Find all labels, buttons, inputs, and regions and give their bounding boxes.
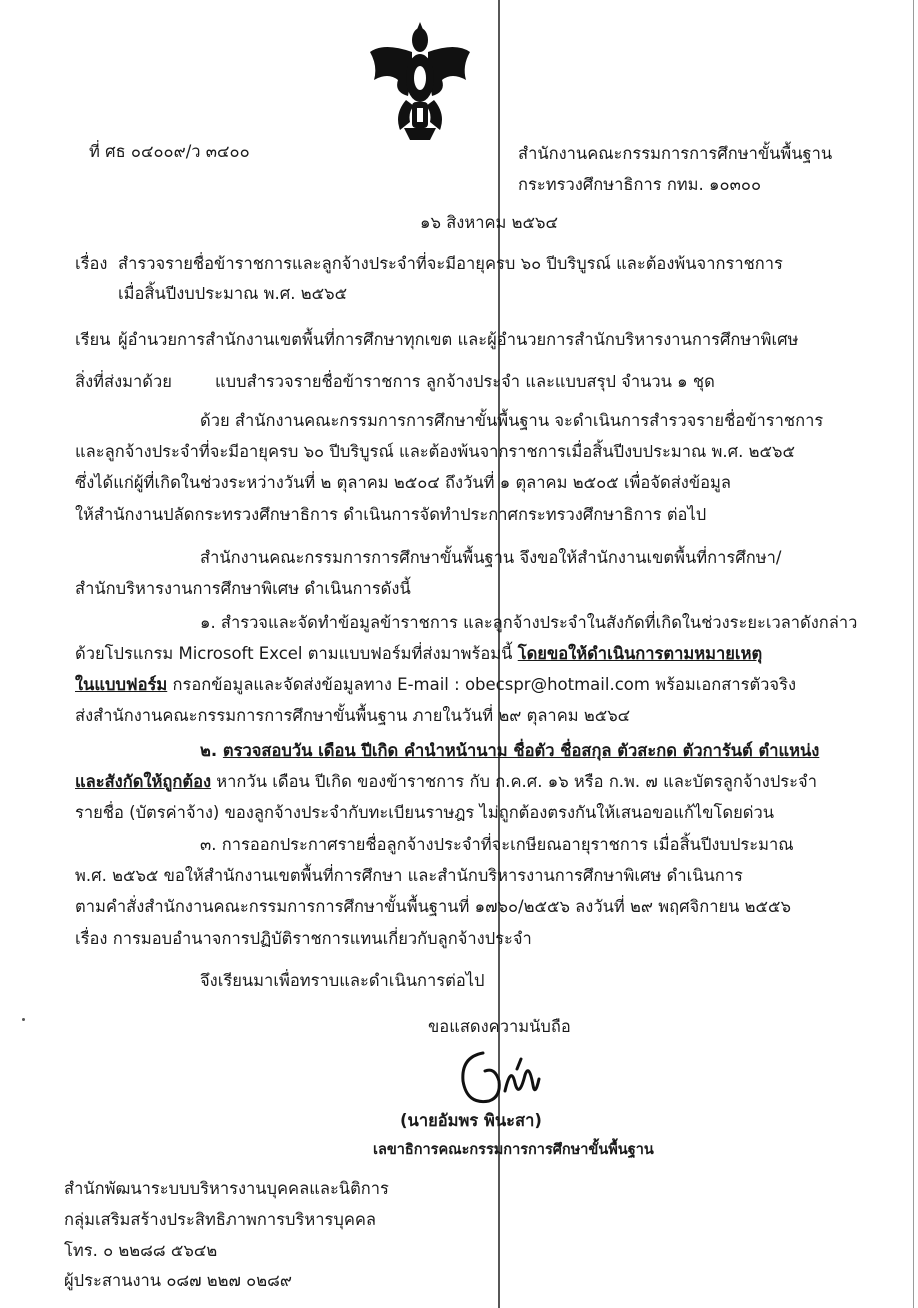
office-name: สำนักงานคณะกรรมการการศึกษาขั้นพื้นฐาน	[518, 144, 833, 163]
footer-group: กลุ่มเสริมสร้างประสิทธิภาพการบริหารบุคคล	[64, 1210, 377, 1229]
item2-line2	[75, 771, 817, 793]
to-recipients: ผู้อำนวยการสำนักงานเขตพื้นที่การศึกษาทุกเขต และผู้อำนวยการสำนักบริหารงานการศึกษาพิเศษ	[118, 330, 799, 349]
item2-line1	[200, 740, 819, 762]
footer-phone: โทร. ๐ ๒๒๘๘ ๕๖๔๒	[64, 1241, 218, 1260]
reference-number: ที่ ศธ ๐๔๐๐๙/ว ๓๔๐๐	[89, 142, 250, 161]
item2-line3: รายชื่อ (บัตรค่าจ้าง) ของลูกจ้างประจำกับทะเบียนราษฎร ไม่ถูกต้องตรงกันให้เสนอขอแก้ไขโดยด่วน	[75, 803, 775, 822]
item1-line4: ส่งสำนักงานคณะกรรมการการศึกษาขั้นพื้นฐาน ภายในวันที่ ๒๙ ตุลาคม ๒๕๖๔	[75, 706, 631, 725]
handwritten-signature-icon	[455, 1045, 565, 1111]
signatory-name: (นายอัมพร พินะสา)	[400, 1111, 542, 1130]
footer-coordinator: ผู้ประสานงาน ๐๘๗ ๒๒๗ ๐๒๘๙	[64, 1271, 292, 1290]
edge-line	[913, 0, 914, 1308]
office-address: กระทรวงศึกษาธิการ กทม. ๑๐๓๐๐	[518, 175, 762, 194]
item3-line1: ๓. การออกประกาศรายชื่อลูกจ้างประจำที่จะเกษียณอายุราชการ เมื่อสิ้นปีงบประมาณ	[200, 835, 794, 854]
para1-line1: ด้วย สำนักงานคณะกรรมการการศึกษาขั้นพื้นฐาน จะดำเนินการสำรวจรายชื่อข้าราชการ	[200, 411, 824, 430]
item1-line1: ๑. สำรวจและจัดทำข้อมูลข้าราชการ และลูกจ้างประจำในสังกัดที่เกิดในช่วงระยะเวลาดังกล่าว	[200, 613, 858, 632]
item2-emphasis-cont: และสังกัดให้ถูกต้อง	[75, 772, 212, 791]
para2-line2: สำนักบริหารงานการศึกษาพิเศษ ดำเนินการดังนี้	[75, 579, 411, 598]
item3-line2: พ.ศ. ๒๕๖๕ ขอให้สำนักงานเขตพื้นที่การศึกษา และสำนักบริหารงานการศึกษาพิเศษ ดำเนินการ	[75, 866, 743, 885]
item1-line2-text: ด้วยโปรแกรม Microsoft Excel ตามแบบฟอร์มที่ส่งมาพร้อมนี้	[75, 644, 518, 663]
enclosure-label: สิ่งที่ส่งมาด้วย	[75, 372, 172, 391]
para1-line4: ให้สำนักงานปลัดกระทรวงศึกษาธิการ ดำเนินการจัดทำประกาศกระทรวงศึกษาธิการ ต่อไป	[75, 505, 707, 524]
closing-sentence: จึงเรียนมาเพื่อทราบและดำเนินการต่อไป	[200, 971, 485, 990]
scan-speck	[22, 1018, 25, 1021]
item3-line4: เรื่อง การมอบอำนาจการปฏิบัติราชการแทนเกี่ยวกับลูกจ้างประจำ	[75, 929, 532, 948]
item2-emphasis: ตรวจสอบวัน เดือน ปีเกิด คำนำหน้านาม ชื่อตัว ชื่อสกุล ตัวสะกด ตัวการันต์ ตำแหน่ง	[222, 741, 820, 760]
item1-line2	[75, 643, 762, 665]
item2-number: ๒.	[200, 741, 223, 760]
enclosure-text: แบบสำรวจรายชื่อข้าราชการ ลูกจ้างประจำ และแบบสรุป จำนวน ๑ ชุด	[215, 372, 715, 391]
item2-line2-text: หากวัน เดือน ปีเกิด ของข้าราชการ กับ ก.ค.ศ. ๑๖ หรือ ก.พ. ๗ และบัตรลูกจ้างประจำ	[211, 772, 817, 791]
item1-line3	[75, 674, 796, 696]
item3-line3: ตามคำสั่งสำนักงานคณะกรรมการการศึกษาขั้นพื้นฐานที่ ๑๗๖๐/๒๕๕๖ ลงวันที่ ๒๙ พฤศจิกายน ๒๕๕๖	[75, 897, 791, 916]
item1-emphasis-cont: ในแบบฟอร์ม	[75, 675, 168, 694]
item1-line3-text: กรอกข้อมูลและจัดส่งข้อมูลทาง E-mail : obecspr@hotmail.com พร้อมเอกสารตัวจริง	[167, 675, 797, 694]
regards-text: ขอแสดงความนับถือ	[428, 1017, 571, 1036]
item1-emphasis: โดยขอให้ดำเนินการตามหมายเหตุ	[517, 644, 763, 663]
para1-line2: และลูกจ้างประจำที่จะมีอายุครบ ๖๐ ปีบริบูรณ์ และต้องพ้นจากราชการเมื่อสิ้นปีงบประมาณ พ.ศ. ๒๕๖๕	[75, 442, 795, 461]
footer-department: สำนักพัฒนาระบบบริหารงานบุคคลและนิติการ	[64, 1179, 389, 1198]
signatory-title: เลขาธิการคณะกรรมการการศึกษาขั้นพื้นฐาน	[373, 1142, 654, 1158]
garuda-emblem-icon	[364, 22, 476, 140]
para1-line3: ซึ่งได้แก่ผู้ที่เกิดในช่วงระหว่างวันที่ ๒ ตุลาคม ๒๕๐๔ ถึงวันที่ ๑ ตุลาคม ๒๕๐๕ เพื่อจัดส่งข้อมูล	[75, 473, 731, 492]
letter-date: ๑๖ สิงหาคม ๒๕๖๔	[420, 213, 558, 232]
subject-label: เรื่อง	[75, 254, 108, 273]
to-label: เรียน	[75, 330, 111, 349]
para2-line1: สำนักงานคณะกรรมการการศึกษาขั้นพื้นฐาน จึงขอให้สำนักงานเขตพื้นที่การศึกษา/	[200, 548, 782, 567]
subject-line-1: สำรวจรายชื่อข้าราชการและลูกจ้างประจำที่จะมีอายุครบ ๖๐ ปีบริบูรณ์ และต้องพ้นจากราชการ	[118, 254, 783, 273]
subject-line-2: เมื่อสิ้นปีงบประมาณ พ.ศ. ๒๕๖๕	[118, 284, 348, 303]
